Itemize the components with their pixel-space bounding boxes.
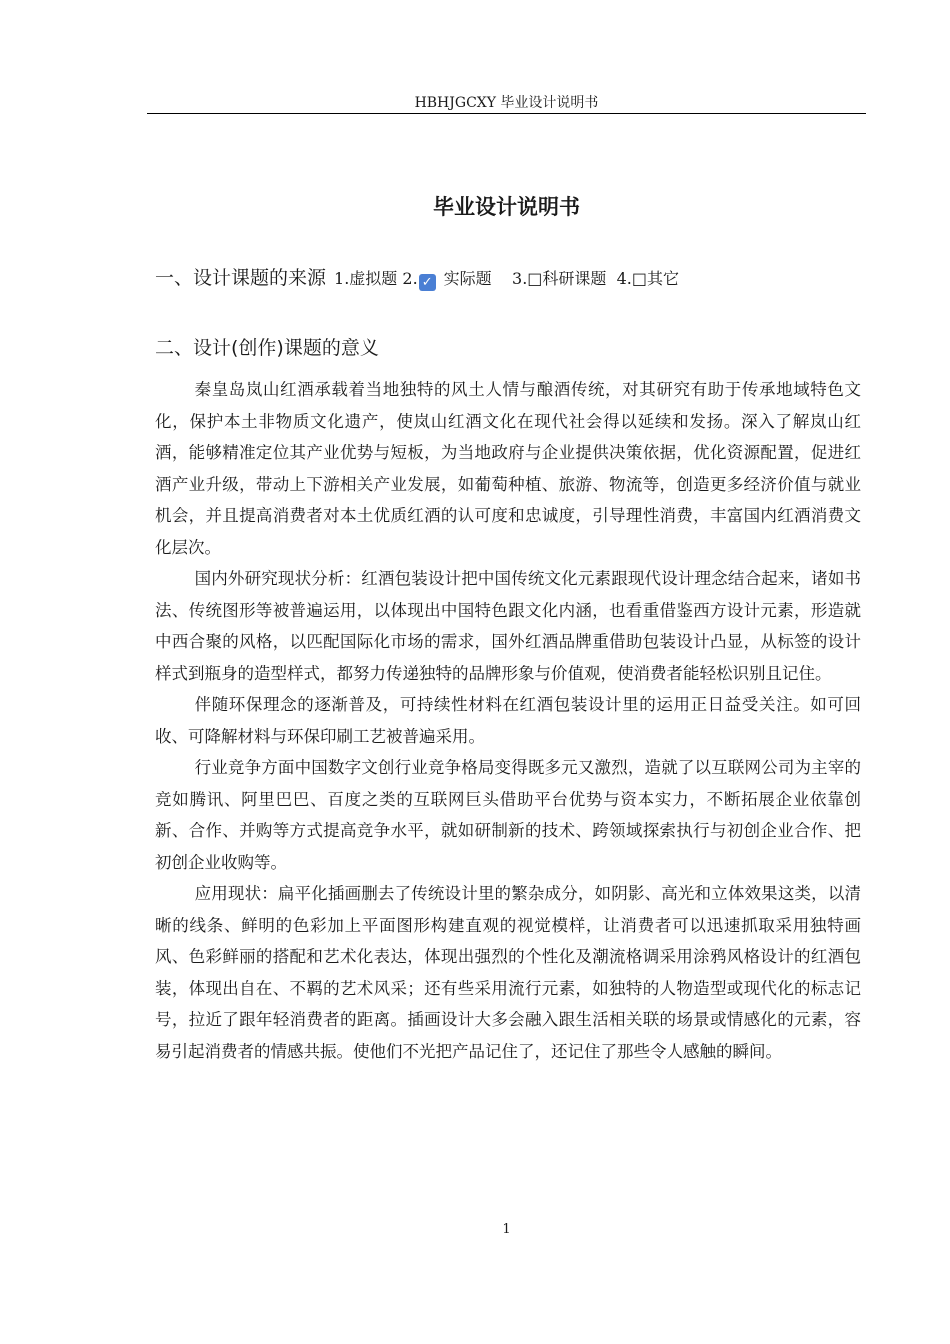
header-divider — [147, 113, 866, 114]
body-text — [155, 374, 861, 1067]
running-header: HBHJGCXY 毕业设计说明书 — [414, 95, 599, 111]
paragraph: 国内外研究现状分析：红酒包装设计把中国传统文化元素跟现代设计理念结合起来，诸如书法、传统图形等被普遍运用，以体现出中国特色跟文化内涵，也看重借鉴西方设计元素，形造就中西合聚的风格，以匹配国际化市场的需求，国外红酒品牌重借助包装设计凸显，从标签的设计样式到瓶身的造型样式，都努力传递独特的品牌形象与价值观，使消费者能轻松识别且记住。 — [155, 569, 861, 683]
option-actual-label: 实际题 — [443, 269, 492, 288]
option-actual-number: 2. — [402, 269, 418, 288]
paragraph: 应用现状：扁平化插画删去了传统设计里的繁杂成分，如阴影、高光和立体效果这类，以清晰的线条、鲜明的色彩加上平面图形构建直观的视觉模样，让消费者可以迅速抓取采用独特画风、色彩鲜丽的搭配和艺术化表达，体现出强烈的个性化及潮流格调采用涂鸦风格设计的红酒包装，体现出自在、不羁的艺术风采；还有些采用流行元素，如独特的人物造型或现代化的标志记号，拉近了跟年轻消费者的距离。插画设计大多会融入跟生活相关联的场景或情感化的元素，容易引起消费者的情感共振。使他们不光把产品记住了，还记住了那些令人感触的瞬间。 — [155, 884, 861, 1061]
section-significance-heading: 二、设计(创作)课题的意义 — [155, 337, 379, 359]
option-virtual: 1.虚拟题 — [334, 269, 398, 288]
checked-box-icon: ✓ — [419, 274, 436, 291]
option-research: 3.□科研课题 — [512, 269, 607, 288]
paragraph: 秦皇岛岚山红酒承载着当地独特的风土人情与酿酒传统，对其研究有助于传承地域特色文化，保护本土非物质文化遗产，使岚山红酒文化在现代社会得以延续和发扬。深入了解岚山红酒，能够精准定位其产业优势与短板，为当地政府与企业提供决策依据，优化资源配置，促进红酒产业升级，带动上下游相关产业发展，如葡萄种植、旅游、物流等，创造更多经济价值与就业机会，并且提高消费者对本土优质红酒的认可度和忠诚度，引导理性消费，丰富国内红酒消费文化层次。 — [155, 380, 861, 557]
paragraph: 行业竞争方面中国数字文创行业竞争格局变得既多元又激烈，造就了以互联网公司为主宰的竞如腾讯、阿里巴巴、百度之类的互联网巨头借助平台优势与资本实力，不断拓展企业依靠创新、合作、并购等方式提高竞争水平，就如研制新的技术、跨领域探索执行与初创企业合作、把初创企业收购等。 — [155, 758, 861, 872]
option-other: 4.□其它 — [616, 269, 679, 288]
source-options — [334, 269, 679, 288]
page-number: 1 — [502, 1222, 511, 1237]
document-title: 毕业设计说明书 — [433, 195, 580, 219]
paragraph: 伴随环保理念的逐渐普及，可持续性材料在红酒包装设计里的运用正日益受关注。如可回收、可降解材料与环保印刷工艺被普遍采用。 — [155, 695, 861, 746]
section-source — [155, 264, 866, 293]
section-source-heading: 一、设计课题的来源 — [155, 267, 327, 289]
